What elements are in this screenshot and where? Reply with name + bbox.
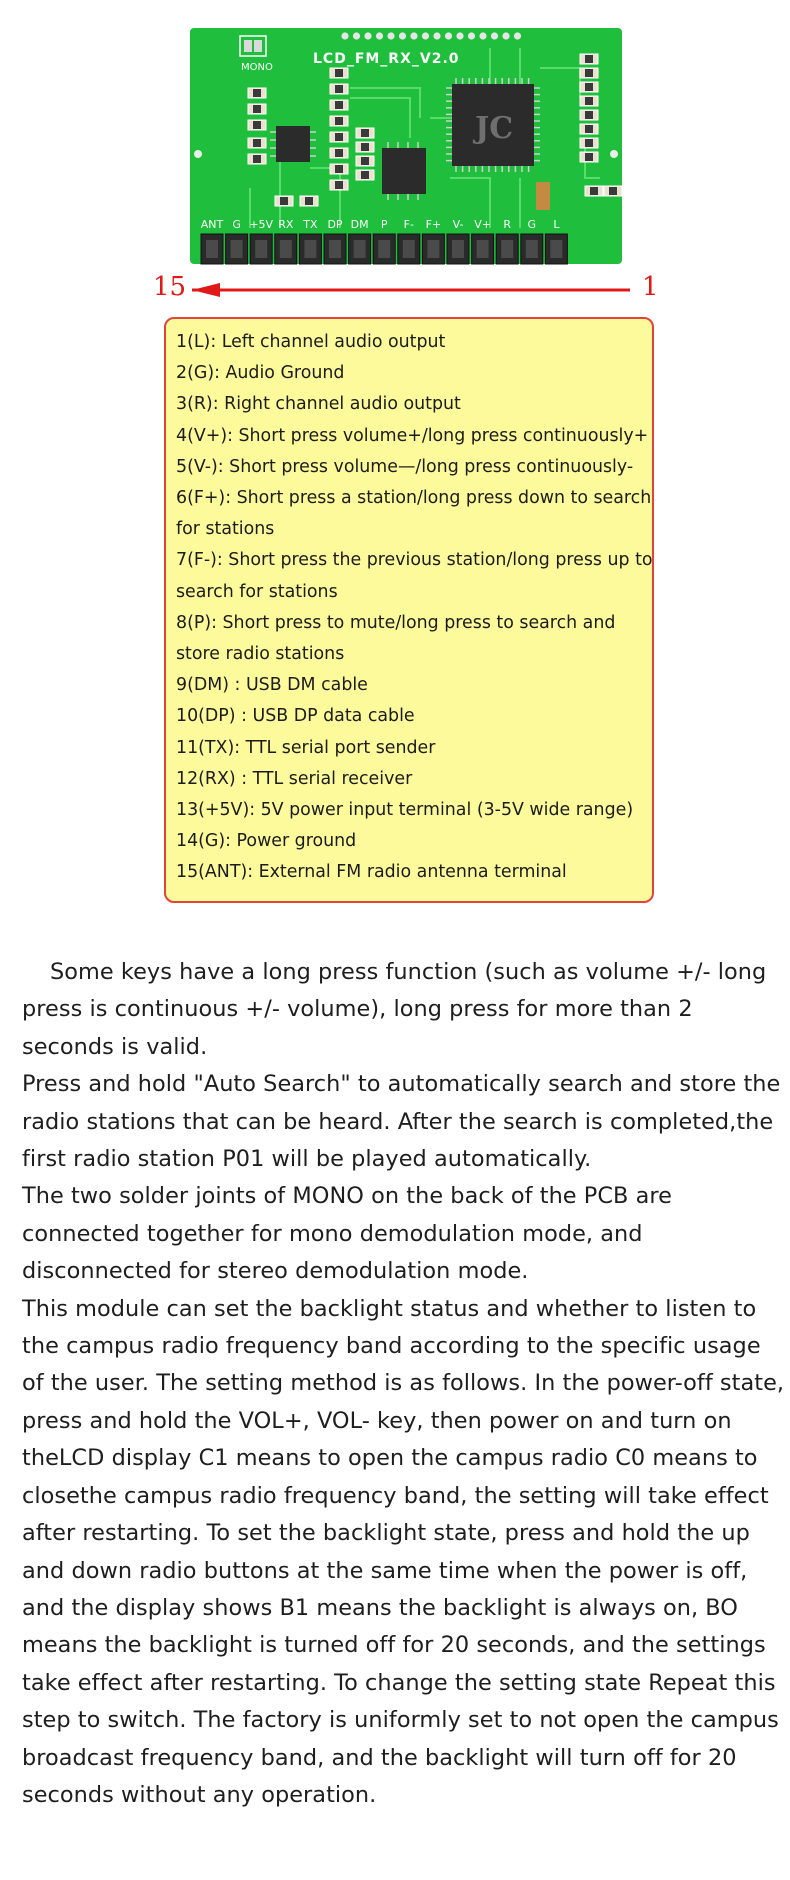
header-pins [201,234,567,264]
description-paragraph: This module can set the backlight status and whether to listen to the campus radio frequency band according to the specific usage of the user. The setting method is as follows. In the power-off state, press and hold the VOL+, VOL- key, then power on and turn on theLCD display C1 means to open the campus radio C0 means to closethe campus radio frequency band, the setting will take effect after restarting. To set the backlight state, press and hold the up and down radio buttons at the same time when the power is off, and the display shows B1 means the backlight is always on, BO means the backlight is turned off for 20 seconds, and the settings take effect after restarting. To change the setting state Repeat this step to switch. The factory is uniformly set to not open the campus broadcast frequency band, and the backlight will turn off for 20 seconds without any operation. [22,1295,785,1808]
header-pad [468,32,475,39]
header-pad [376,32,383,39]
pinout-line: 4(V+): Short press volume+/long press continuously+ [176,425,649,446]
pin-label: L [553,218,560,231]
pin-label: G [527,218,537,231]
header-pad [456,32,463,39]
pcb-silkscreen-title: LCD_FM_RX_V2.0 [313,51,460,67]
pin-label: F- [403,218,414,231]
header-pad [491,32,498,39]
mounting-hole [194,150,202,158]
header-pad [433,32,440,39]
mono-pad [244,40,252,52]
chip-logo: JC [475,111,514,146]
pinout-line: 7(F-): Short press the previous station/long press up to [176,550,653,571]
pin-direction-arrow [150,270,670,310]
pcb-module-image [190,28,622,268]
arrow-head [192,283,220,297]
pinout-line: 15(ANT): External FM radio antenna terminal [176,862,567,883]
header-pad [353,32,360,39]
arrow-start-label: 1 [642,272,659,302]
header-pad [399,32,406,39]
eeprom-chip [382,148,426,194]
pin-label: F+ [425,218,442,231]
pin-label: G [232,218,241,231]
pin-label: DP [327,218,343,231]
pin-label: V+ [474,218,491,231]
pinout-line: for stations [176,519,275,540]
header-pad [445,32,452,39]
pinout-line: 11(TX): TTL serial port sender [176,737,436,758]
tantalum-capacitor [536,182,550,210]
description-paragraph: Some keys have a long press function (such as volume +/- long press is continuous +/- volume), long press for more than 2 seconds is valid. [22,959,767,1060]
pinout-line: 12(RX) : TTL serial receiver [176,768,413,789]
pin-label: +5V [249,218,274,231]
pin-label: P [380,218,388,231]
pinout-line: 2(G): Audio Ground [176,363,345,384]
pinout-line: 1(L): Left channel audio output [176,332,446,352]
header-pad [387,32,394,39]
header-pad [341,32,348,39]
pinout-line: search for stations [176,581,338,602]
pinout-line: 3(R): Right channel audio output [176,394,461,415]
header-pad [502,32,509,39]
header-pad [422,32,429,39]
pinout-line: store radio stations [176,644,345,665]
pin-label: RX [278,218,294,231]
description-paragraph: The two solder joints of MONO on the back of the PCB are connected together for mono demodulation mode, and disconnected for stereo demodulation mode. [22,1183,672,1285]
pinout-list [176,327,652,889]
mono-pad [254,40,262,52]
mounting-hole [610,150,618,158]
pinout-note-box [164,317,654,903]
main-radio-chip [446,78,540,172]
pinout-line: 13(+5V): 5V power input terminal (3-5V wide range) [176,800,634,821]
arrow-end-label: 15 [153,272,187,302]
description-paragraph: Press and hold "Auto Search" to automatically search and store the radio stations that can be heard. After the search is completed,the first radio station P01 will be played automatically. [22,1071,781,1173]
mono-label: MONO [241,62,273,73]
pinout-line: 14(G): Power ground [176,831,357,852]
pinout-line: 5(V-): Short press volume—/long press continuously- [176,456,634,477]
description-text [22,954,788,1814]
pin-labels [201,218,561,231]
pin-label: R [503,218,512,231]
header-pad [479,32,486,39]
pin-label: ANT [200,218,224,231]
amplifier-chip [276,126,310,162]
pinout-line: 8(P): Short press to mute/long press to search and [176,612,616,633]
pin-label: V- [452,218,464,231]
pin-label: TX [303,218,318,231]
header-pad [514,32,521,39]
header-pad [410,32,417,39]
pin-label: DM [350,218,369,231]
header-pad [364,32,371,39]
pinout-line: 10(DP) : USB DP data cable [176,706,415,727]
pinout-line: 9(DM) : USB DM cable [176,675,368,696]
pinout-line: 6(F+): Short press a station/long press down to search [176,488,652,509]
